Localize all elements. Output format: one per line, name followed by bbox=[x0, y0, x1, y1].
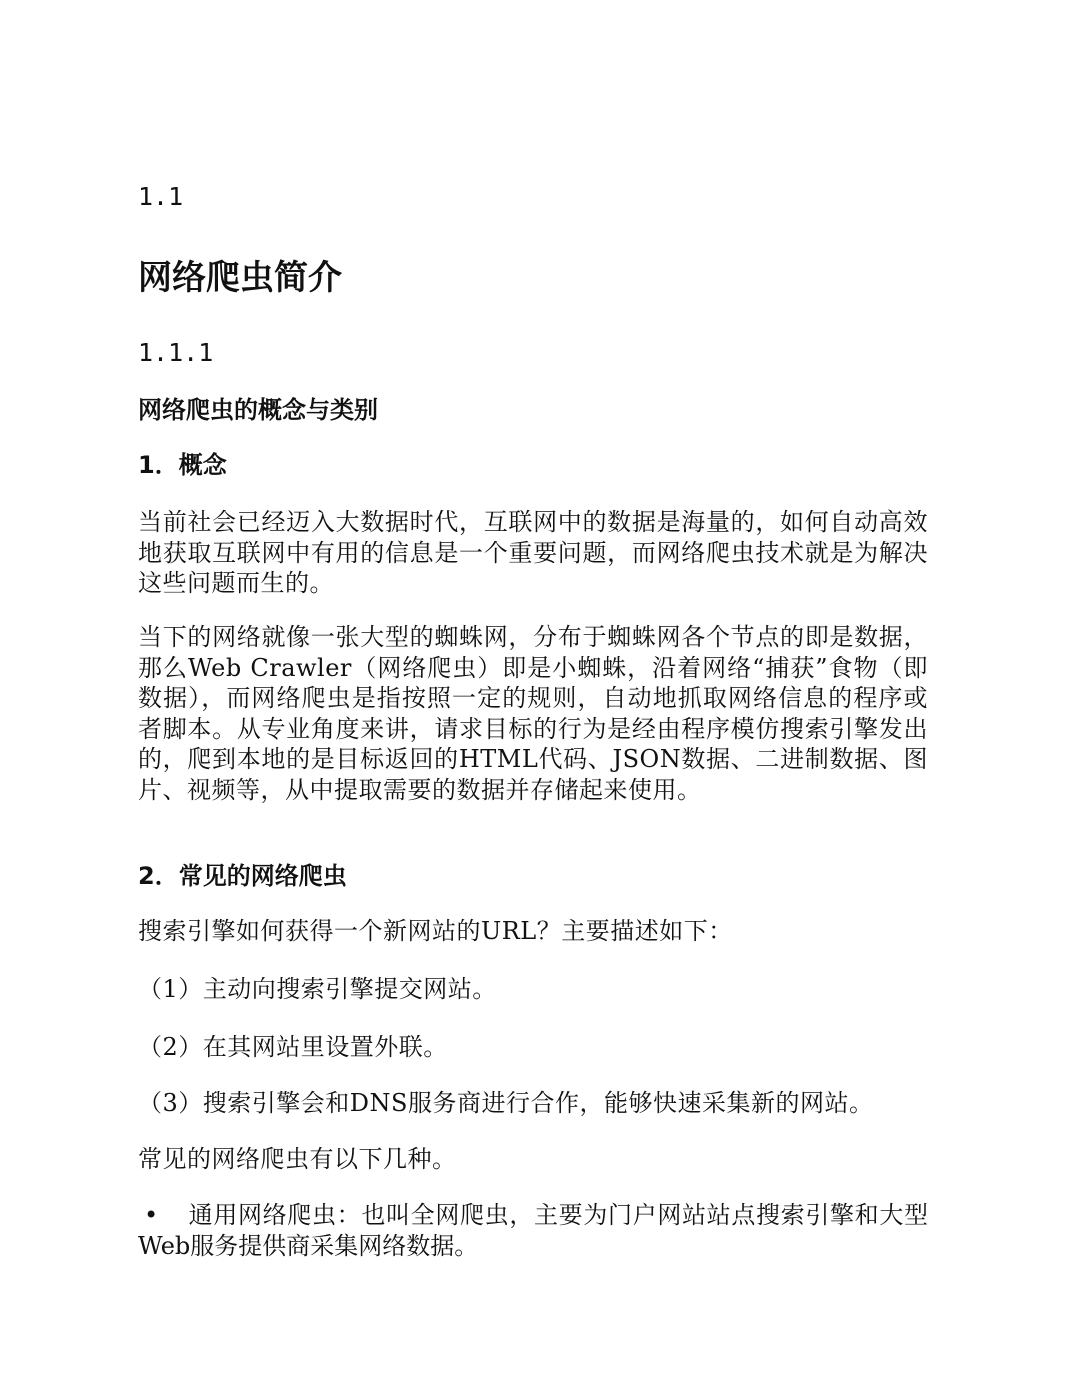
url-intro-paragraph: 搜索引擎如何获得一个新网站的URL？主要描述如下： bbox=[138, 917, 733, 945]
subsection-title: 网络爬虫的概念与类别 bbox=[138, 396, 378, 424]
concept-paragraph-2: 当下的网络就像一张大型的蜘蛛网，分布于蜘蛛网各个节点的即是数据，那么Web Crawler（网络爬虫）即是小蜘蛛，沿着网络“捕获”食物（即数据），而网络爬虫是指按照一定的规则，自动地抓取网络信息的程序或者脚本。从专业角度来讲，请求目标的行为是经由程序模仿搜索引擎发出的，爬到本地的是目标返回的HTML代码、JSON数据、二进制数据、图片、视频等，从中提取需要的数据并存储起来使用。 bbox=[138, 623, 928, 804]
crawler-types-intro: 常见的网络爬虫有以下几种。 bbox=[138, 1145, 457, 1173]
common-crawlers-heading: 2．常见的网络爬虫 bbox=[138, 862, 347, 890]
section-number: 1.1 bbox=[138, 182, 184, 211]
bullet-item-1 bbox=[138, 1200, 928, 1261]
bullet-icon: • bbox=[144, 1201, 159, 1229]
subsection-number: 1.1.1 bbox=[138, 338, 214, 367]
list-item-1: （1）主动向搜索引擎提交网站。 bbox=[138, 975, 497, 1003]
concept-heading: 1．概念 bbox=[138, 451, 227, 479]
bullet-item-1-text: 通用网络爬虫：也叫全网爬虫，主要为门户网站站点搜索引擎和大型Web服务提供商采集网络数据。 bbox=[138, 1201, 928, 1260]
list-item-2: （2）在其网站里设置外联。 bbox=[138, 1033, 448, 1061]
section-title: 网络爬虫简介 bbox=[138, 258, 342, 298]
concept-paragraph-1: 当前社会已经迈入大数据时代，互联网中的数据是海量的，如何自动高效地获取互联网中有用的信息是一个重要问题，而网络爬虫技术就是为解决这些问题而生的。 bbox=[138, 508, 928, 597]
list-item-3: （3）搜索引擎会和DNS服务商进行合作，能够快速采集新的网站。 bbox=[138, 1089, 874, 1117]
